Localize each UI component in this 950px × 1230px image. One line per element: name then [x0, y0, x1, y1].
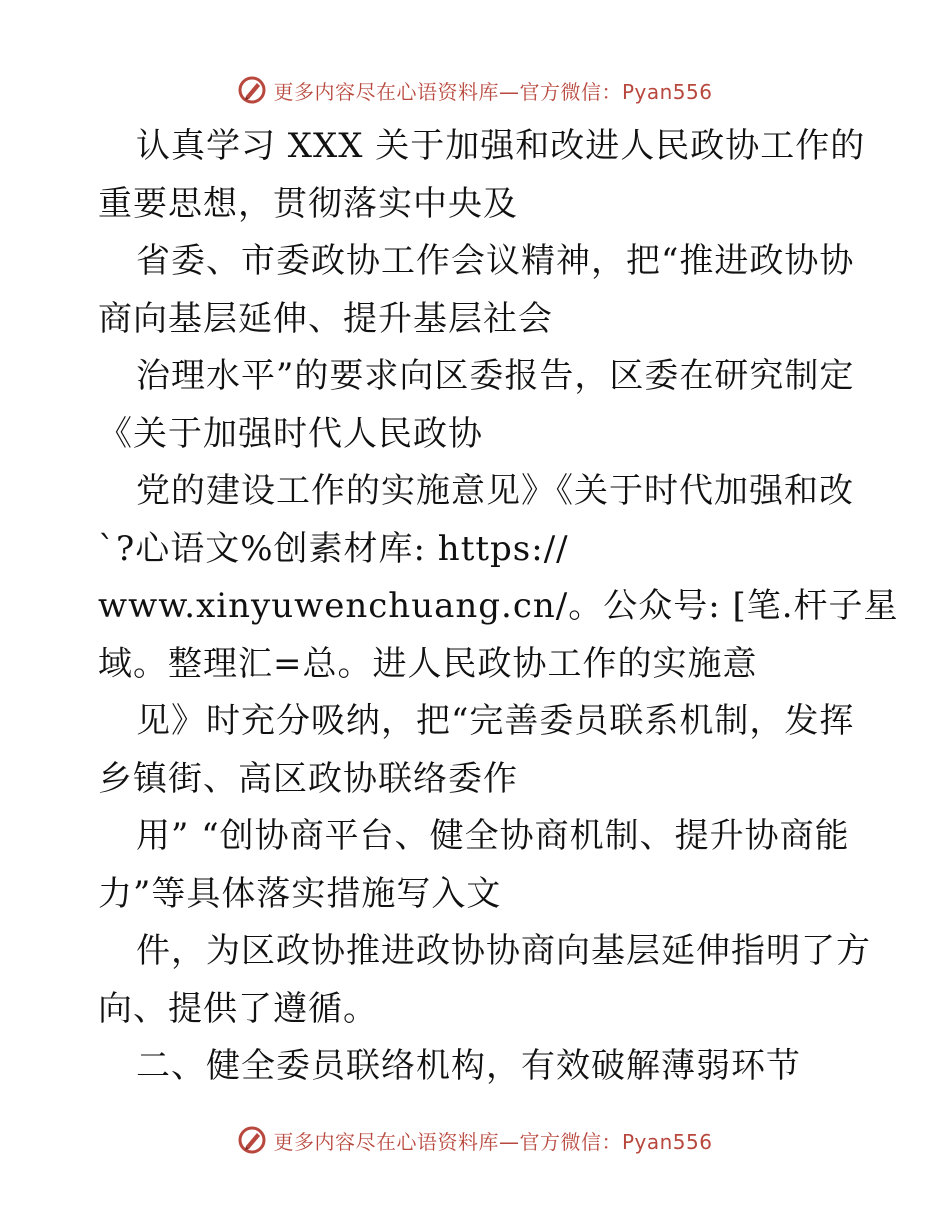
text-line: 省委、市委政协工作会议精神，把“推进政协协 — [136, 241, 855, 281]
text-line: 党的建设工作的实施意见》《关于时代加强和改 — [136, 471, 854, 511]
section-heading: 二、健全委员联络机构，有效破解薄弱环节 — [136, 1046, 801, 1086]
text-line: 域。整理汇=总。进人民政协工作的实施意 — [98, 643, 758, 684]
text-line: 用” “创协商平台、健全协商机制、提升协商能 — [136, 816, 850, 856]
footer-watermark — [0, 1122, 950, 1158]
text-line: 乡镇街、高区政协联络委作 — [98, 758, 518, 799]
text-line: 认真学习 XXX 关于加强和改进人民政协工作的 — [136, 126, 866, 166]
watermark-text: 更多内容尽在心语资料库—官方微信：Pyan556 — [273, 79, 713, 104]
text-line: 重要思想，贯彻落实中央及 — [98, 183, 518, 224]
text-line: 件，为区政协推进政协协商向基层延伸指明了方 — [136, 931, 871, 971]
text-line: 治理水平”的要求向区委报告，区委在研究制定 — [136, 356, 855, 396]
text-line: www.xinyuwenchuang.cn/。公众号: [笔.杆子星 — [98, 586, 899, 626]
text-line: 向、提供了遵循。 — [98, 988, 378, 1029]
text-line: 商向基层延伸、提升基层社会 — [98, 298, 553, 339]
pen-logo-icon — [237, 1125, 267, 1155]
pen-logo-icon — [237, 75, 267, 105]
text-line: 力”等具体落实措施写入文 — [98, 873, 502, 914]
header-watermark — [0, 72, 950, 108]
document-body — [98, 118, 899, 1096]
text-line: 《关于加强时代人民政协 — [98, 413, 483, 454]
text-line: 见》时充分吸纳，把“完善委员联系机制，发挥 — [136, 701, 855, 741]
text-line: `?心语文%创素材库: https:// — [98, 528, 569, 569]
watermark-text: 更多内容尽在心语资料库—官方微信：Pyan556 — [273, 1129, 713, 1154]
